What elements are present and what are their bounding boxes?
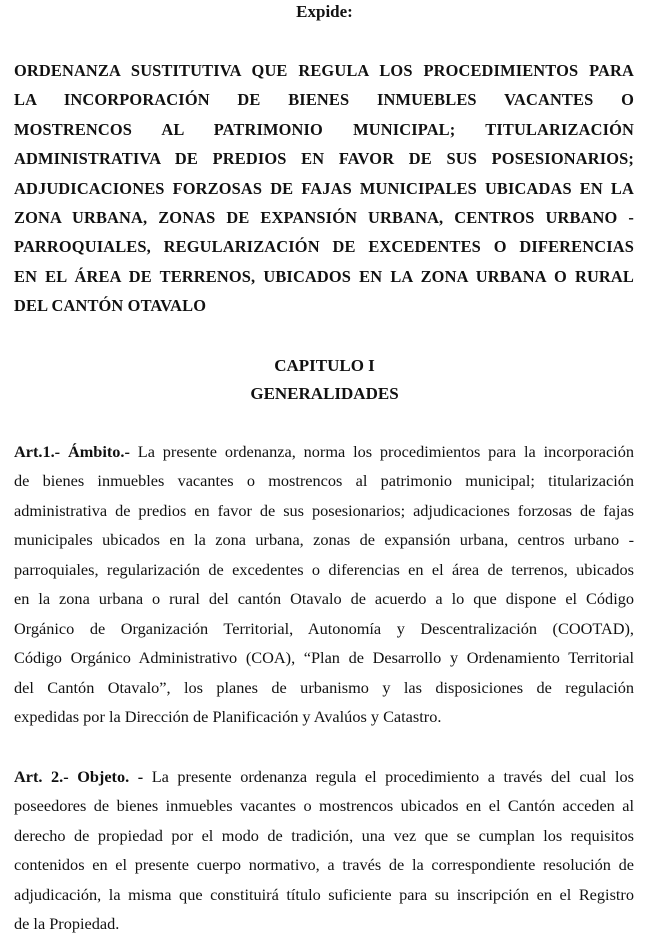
article-2-line: de la Propiedad.: [14, 914, 120, 934]
title-line: DEL CANTÓN OTAVALO: [14, 296, 207, 316]
article-2-line: adjudicación, la misma que constituirá título suficiente para su inscripción en el Registro: [14, 884, 634, 904]
article-2-line: contenidos en el presente cuerpo normativo, a través de la correspondiente resolución de: [14, 855, 634, 875]
article-1-line: parroquiales, regularización de excedentes o diferencias en el área de terrenos, ubicados: [14, 559, 634, 579]
article-1-line: expedidas por la Dirección de Planificación y Avalúos y Catastro.: [14, 706, 442, 726]
ordinance-title: [14, 56, 634, 321]
article-1-heading: Art.1.- Ámbito.-: [14, 442, 130, 461]
title-line: LA INCORPORACIÓN DE BIENES INMUEBLES VACANTES O: [14, 90, 634, 110]
article-1-line: del Cantón Otavalo”, los planes de urbanismo y las disposiciones de regulación: [14, 677, 634, 697]
title-line: MOSTRENCOS AL PATRIMONIO MUNICIPAL; TITULARIZACIÓN: [14, 119, 634, 139]
article-1-first-line-text: La presente ordenanza, norma los procedimientos para la incorporación: [129, 442, 634, 461]
chapter-number: CAPITULO I: [274, 356, 375, 375]
title-line: ADMINISTRATIVA DE PREDIOS EN FAVOR DE SUS POSESIONARIOS;: [14, 149, 634, 169]
article-1-line: administrativa de predios en favor de sus posesionarios; adjudicaciones forzosas de fajas: [14, 500, 634, 520]
article-2-first-line: [14, 762, 634, 791]
article-2-heading: Art. 2.- Objeto. -: [14, 767, 144, 786]
article-1-first-line: [14, 437, 634, 466]
title-line: PARROQUIALES, REGULARIZACIÓN DE EXCEDENTES O DIFERENCIAS: [14, 237, 634, 257]
title-line: ORDENANZA SUSTITUTIVA QUE REGULA LOS PROCEDIMIENTOS PARA: [14, 61, 634, 80]
article-1-line: en la zona urbana o rural del cantón Otavalo de acuerdo a lo que dispone el Código: [14, 589, 634, 609]
article-1-line: Orgánico de Organización Territorial, Autonomía y Descentralización (COOTAD),: [14, 618, 634, 638]
article-1-line: de bienes inmuebles vacantes o mostrencos al patrimonio municipal; titularización: [14, 471, 634, 491]
article-2-first-line-text: La presente ordenanza regula el procedimiento a través del cual los: [143, 767, 634, 786]
article-1: [14, 437, 634, 731]
expide-heading: Expide:: [296, 2, 353, 21]
chapter-name: GENERALIDADES: [250, 384, 399, 403]
title-line: EN EL ÁREA DE TERRENOS, UBICADOS EN LA ZONA URBANA O RURAL: [14, 266, 634, 286]
article-1-line: Código Orgánico Administrativo (COA), “Plan de Desarrollo y Ordenamiento Territorial: [14, 648, 634, 668]
article-2-line: poseedores de bienes inmuebles vacantes o mostrencos ubicados en el Cantón acceden al: [14, 796, 634, 816]
article-2: [14, 762, 634, 939]
title-line: ADJUDICACIONES FORZOSAS DE FAJAS MUNICIPALES UBICADAS EN LA: [14, 178, 634, 198]
article-2-line: derecho de propiedad por el modo de tradición, una vez que se cumplan los requisitos: [14, 825, 634, 845]
title-line: ZONA URBANA, ZONAS DE EXPANSIÓN URBANA, CENTROS URBANO -: [14, 207, 634, 227]
article-1-line: municipales ubicados en la zona urbana, zonas de expansión urbana, centros urbano -: [14, 530, 634, 550]
